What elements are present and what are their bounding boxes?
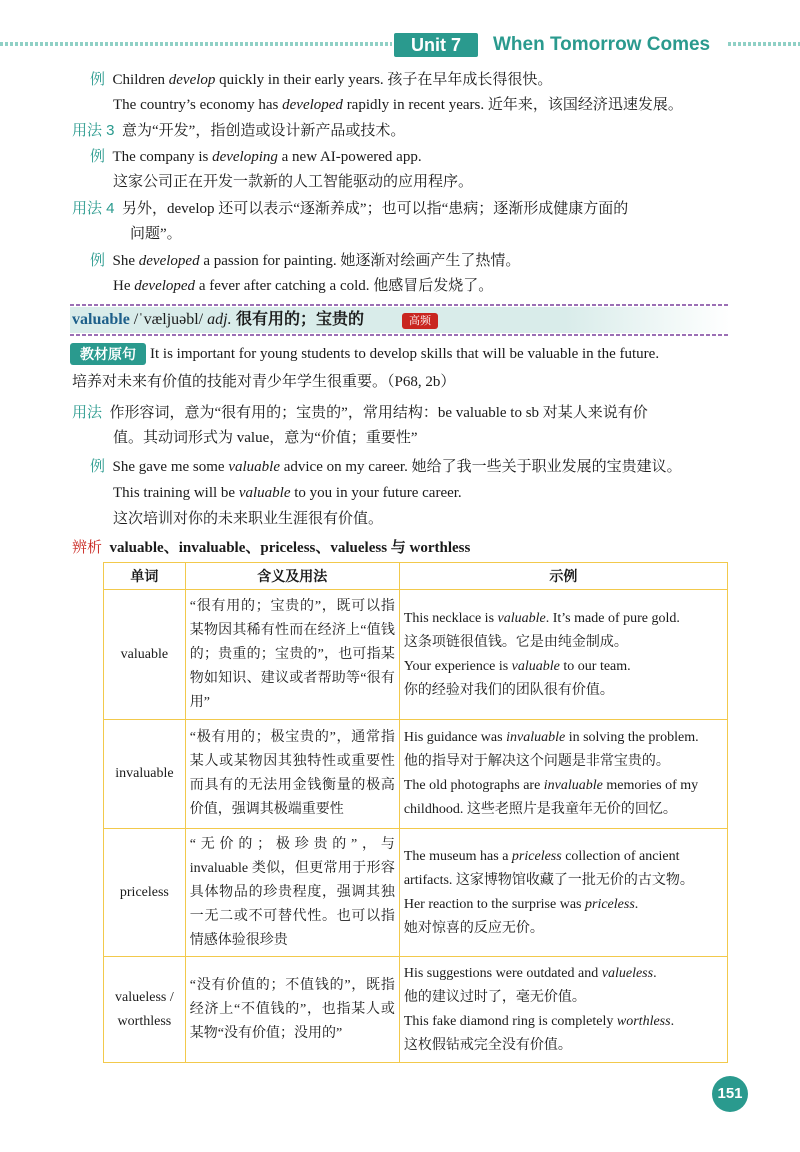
example-sentence: 这条项链很值钱。它是由纯金制成。 <box>403 634 628 650</box>
table-row <box>104 720 728 829</box>
table-cell-meaning: “无价的；极珍贵的”，与 invaluable 类似，但更常用于形容具体物品的珍贵程度，强调其独一无二或不可替代性。也可以指情感体验很珍贵 <box>185 829 399 957</box>
headword: valuable <box>72 311 130 328</box>
usage-line <box>72 403 648 423</box>
frequency-badge: 高频 <box>402 313 438 329</box>
example-line: 例 The company is developing a new AI-powered app. <box>90 148 422 165</box>
example-line: 这家公司正在开发一款新的人工智能驱动的应用程序。 <box>113 174 474 190</box>
banner-border-bottom <box>70 334 730 336</box>
table-cell-examples <box>399 829 727 957</box>
example-line: 例 She developed a passion for painting. 她逐渐对绘画产生了热情。 <box>90 252 521 269</box>
example-sentence: His guidance was invaluable in solving the problem. <box>403 730 699 745</box>
example-sentence: Her reaction to the surprise was priceless. <box>403 896 639 912</box>
example-sentence: The museum has a priceless collection of ancient artifacts. 这家博物馆收藏了一批无价的古文物。 <box>403 848 694 888</box>
table-cell-word: valuable <box>104 590 186 720</box>
usage-line-2: 值。其动词形式为 value，意为“价值；重要性” <box>113 430 418 446</box>
table-header-row <box>104 563 728 590</box>
example-sentence: 他的指导对于解决这个问题是非常宝贵的。 <box>403 754 670 769</box>
table-cell-word: invaluable <box>104 720 186 829</box>
usage-line: 问题”。 <box>130 226 182 242</box>
usage-line: 用法 4 另外，develop 还可以表示“逐渐养成”；也可以指“患病；逐渐形成健康方面的 <box>72 200 629 217</box>
example-label: 例 <box>90 458 106 475</box>
example-sentence: His suggestions were outdated and valueless. <box>403 965 657 981</box>
table-header: 含义及用法 <box>185 563 399 590</box>
example-line: 例 Children develop quickly in their early years. 孩子在早年成长得很快。 <box>90 71 553 88</box>
table-cell-meaning: “没有价值的；不值钱的”，既指经济上“不值钱的”，也指某人或某物“没有价值；没用的” <box>185 957 399 1063</box>
example-line: He developed a fever after catching a cold. 他感冒后发烧了。 <box>113 278 494 294</box>
example-sentence: This necklace is valuable. It’s made of pure gold. <box>403 610 680 626</box>
example-line: The country’s economy has developed rapidly in recent years. 近年来，该国经济迅速发展。 <box>113 97 683 113</box>
example-line: This training will be valuable to you in your future career. <box>113 485 462 501</box>
table-cell-meaning: “极有用的；极宝贵的”，通常指某人或某物因其独特性或重要性而具有的无法用金钱衡量的极高价值，强调其极端重要性 <box>185 720 399 829</box>
pronunciation: /ˈvæljuəbl/ <box>129 311 208 328</box>
headword-meaning: 很有用的；宝贵的 <box>231 311 365 328</box>
analysis-heading <box>72 538 470 558</box>
source-sentence: It is important for young students to develop skills that will be valuable in the future. <box>150 346 660 362</box>
table-header: 示例 <box>399 563 727 590</box>
usage-text: 作形容词，意为“很有用的；宝贵的”，常用结构：be valuable to sb 对某人来说有价 <box>109 405 648 421</box>
headword-line <box>72 309 364 331</box>
table-row <box>104 957 728 1063</box>
example-sentence: 他的建议过时了，毫无价值。 <box>403 989 586 1005</box>
table-cell-examples <box>399 590 727 720</box>
part-of-speech: adj. <box>207 311 232 328</box>
source-badge: 教材原句 <box>70 343 146 365</box>
example-sentence: 你的经验对我们的团队很有价值。 <box>403 682 614 698</box>
page-number: 151 <box>712 1076 748 1112</box>
example-line: 这次培训对你的未来职业生涯很有价值。 <box>113 511 384 527</box>
table-cell-meaning: “很有用的；宝贵的”，既可以指某物因其稀有性而在经济上“值钱的；贵重的；宝贵的”，也可指某物如知识、建议或者帮助等“很有用” <box>185 590 399 720</box>
banner-border-top <box>70 304 730 306</box>
unit-title: When Tomorrow Comes <box>493 34 711 55</box>
analysis-label: 辨析 <box>72 539 103 556</box>
usage-label: 用法 <box>72 404 103 421</box>
table-row <box>104 829 728 957</box>
example-sentence: 她对惊喜的反应无价。 <box>403 920 544 936</box>
header-rule-right <box>728 42 800 46</box>
table-cell-examples <box>399 957 727 1063</box>
analysis-title: valuable、invaluable、priceless、valueless 与 worthless <box>109 540 471 556</box>
analysis-table <box>103 562 728 1063</box>
table-row <box>104 590 728 720</box>
table-cell-word: valueless / worthless <box>104 957 186 1063</box>
table-header: 单词 <box>104 563 186 590</box>
unit-badge: Unit 7 <box>394 33 478 57</box>
example-sentence: Your experience is valuable to our team. <box>403 658 631 674</box>
source-translation: 培养对未来有价值的技能对青少年学生很重要。（P68, 2b） <box>72 374 456 390</box>
table-cell-word: priceless <box>104 829 186 957</box>
table-cell-examples <box>399 720 727 829</box>
usage-line: 用法 3 意为“开发”，指创造或设计新产品或技术。 <box>72 122 406 139</box>
example-text: She gave me some valuable advice on my career. 她给了我一些关于职业发展的宝贵建议。 <box>112 459 682 475</box>
example-sentence: 这枚假钻戒完全没有价值。 <box>403 1037 572 1053</box>
example-sentence: This fake diamond ring is completely worthless. <box>403 1013 675 1029</box>
header-rule-left <box>0 42 392 46</box>
example-line <box>90 457 682 477</box>
example-sentence: The old photographs are invaluable memories of my childhood. 这些老照片是我童年无价的回忆。 <box>403 778 699 817</box>
